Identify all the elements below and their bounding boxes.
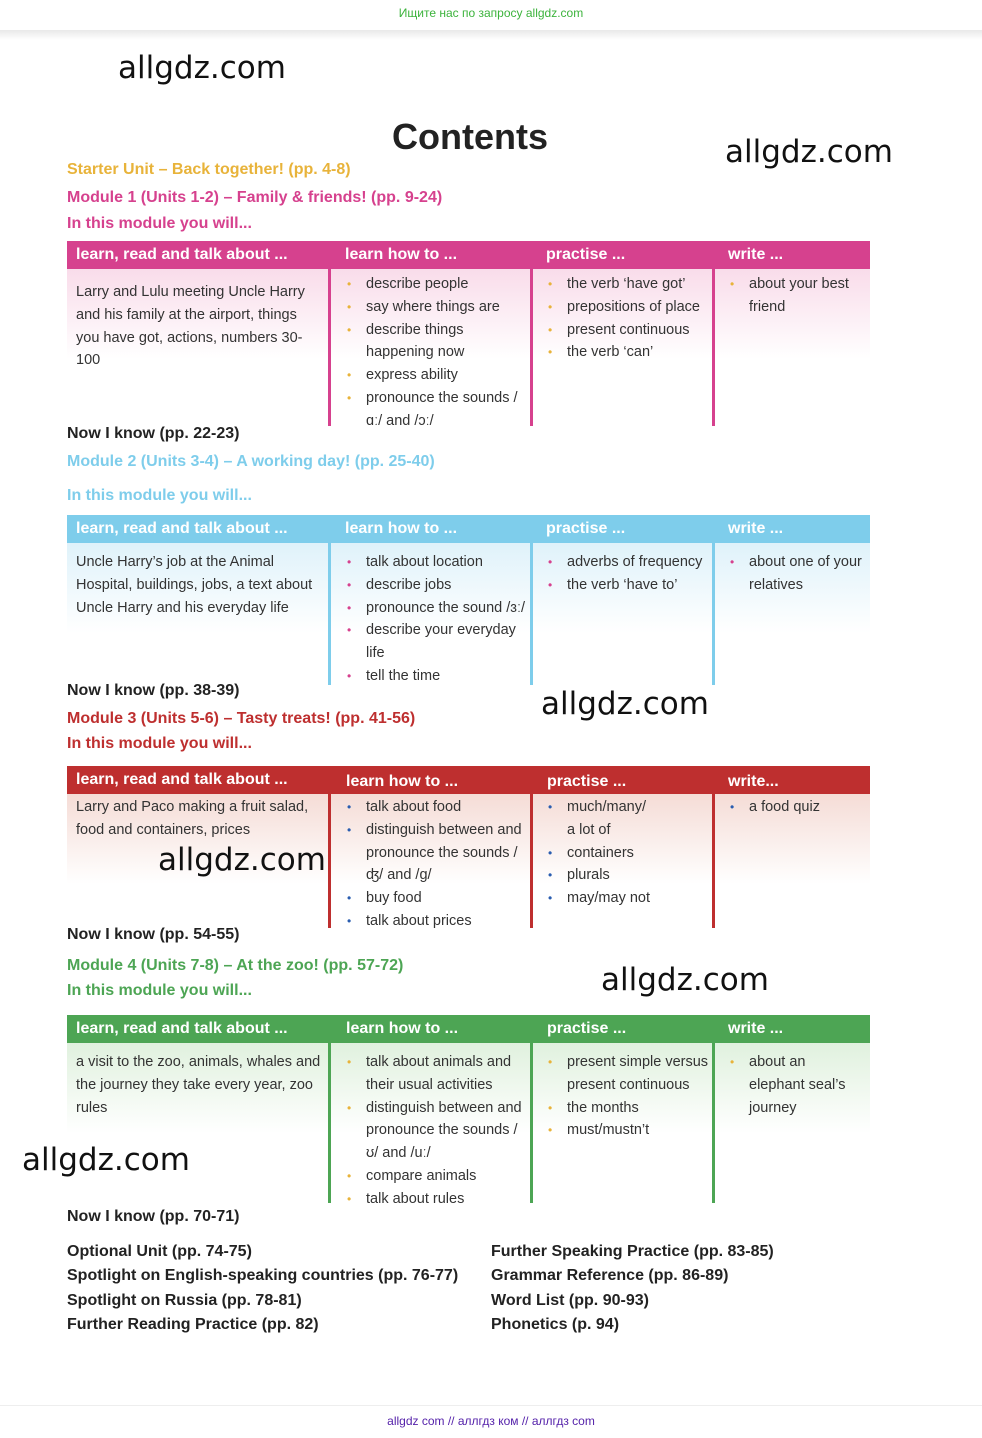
module-3-heading: Module 3 (Units 5-6) – Tasty treats! (pp. 41-56) <box>67 710 416 727</box>
header-how: learn how to ... <box>346 773 459 790</box>
list-item: • describe things happening now <box>346 319 526 365</box>
header-write: write ... <box>728 1020 784 1037</box>
column-divider <box>530 269 533 426</box>
list-item: • the verb ‘have got’ <box>547 273 709 296</box>
header-how: learn how to ... <box>345 520 458 537</box>
watermark: allgdz.com <box>725 134 893 170</box>
footer-links[interactable]: allgdz com // аллгдз ком // аллгдз com <box>387 1414 595 1428</box>
list-item: • talk about animals and their usual activities <box>346 1051 526 1097</box>
watermark: allgdz.com <box>541 686 709 722</box>
extras-left-list <box>67 1240 458 1337</box>
header-how: learn how to ... <box>346 1020 459 1037</box>
column-divider <box>712 1043 715 1203</box>
learn-cell: a visit to the zoo, animals, whales and the journey they take every year, zoo rules <box>76 1054 321 1116</box>
learn-cell: Uncle Harry’s job at the Animal Hospital, buildings, jobs, a text about Uncle Harry and his everyday life <box>76 554 313 616</box>
list-item: • talk about rules <box>346 1188 526 1211</box>
header-write: write... <box>728 773 779 790</box>
column-divider <box>328 1043 331 1203</box>
list-item: • a food quiz <box>729 796 864 819</box>
list-item: Phonetics (p. 94) <box>491 1315 620 1333</box>
page-title: Contents <box>392 116 548 157</box>
write-cell <box>729 273 864 319</box>
list-item: • express ability <box>346 364 526 387</box>
starter-unit-heading: Starter Unit – Back together! (pp. 4-8) <box>67 161 351 178</box>
list-item: • distinguish between and pronounce the sounds /ʊ/ and /uː/ <box>346 1097 526 1165</box>
write-cell <box>729 1051 849 1119</box>
list-item: • about one of your relatives <box>729 551 864 597</box>
list-item: • talk about food <box>346 796 526 819</box>
column-divider <box>530 1043 533 1203</box>
watermark: allgdz.com <box>118 50 286 86</box>
table-header <box>67 241 870 269</box>
module-4-subheading: In this module you will... <box>67 982 252 999</box>
column-divider <box>328 543 331 685</box>
list-item: Spotlight on Russia (pp. 78-81) <box>67 1291 302 1309</box>
table-header <box>67 1015 870 1043</box>
module-1-table <box>67 241 870 429</box>
learn-cell: Larry and Lulu meeting Uncle Harry and his family at the airport, things you have got, actions, numbers 30-100 <box>76 284 305 369</box>
list-item: • prepositions of place <box>547 296 709 319</box>
list-item: Word List (pp. 90-93) <box>491 1291 649 1309</box>
list-item: • talk about prices <box>346 910 526 933</box>
column-divider <box>712 794 715 928</box>
header-write: write ... <box>728 246 784 263</box>
column-divider <box>712 543 715 685</box>
list-item: • may/may not <box>547 887 709 910</box>
learn-cell: Larry and Paco making a fruit salad, food and containers, prices <box>76 799 309 838</box>
practise-cell <box>547 1051 709 1142</box>
module-1-now-i-know: Now I know (pp. 22-23) <box>67 425 240 442</box>
list-item: • adverbs of frequency <box>547 551 709 574</box>
practise-cell <box>547 796 709 910</box>
column-divider <box>530 543 533 685</box>
header-learn: learn, read and talk about ... <box>76 771 288 788</box>
header-write: write ... <box>728 520 784 537</box>
list-item: • the verb ‘have to’ <box>547 574 709 597</box>
module-4-heading: Module 4 (Units 7-8) – At the zoo! (pp. 57-72) <box>67 957 404 974</box>
list-item: • must/mustn’t <box>547 1119 709 1142</box>
list-item: Grammar Reference (pp. 86-89) <box>491 1267 729 1285</box>
module-3-now-i-know: Now I know (pp. 54-55) <box>67 926 240 943</box>
table-header <box>67 766 870 794</box>
how-cell <box>346 551 526 688</box>
module-2-heading: Module 2 (Units 3-4) – A working day! (pp. 25-40) <box>67 453 435 470</box>
how-cell <box>346 273 526 433</box>
practise-cell <box>547 273 709 364</box>
list-item: • the months <box>547 1097 709 1120</box>
column-divider <box>712 269 715 426</box>
list-item: • present simple versus present continuous <box>547 1051 709 1097</box>
header-practise: practise ... <box>547 773 627 790</box>
page-shadow <box>0 30 982 40</box>
watermark: allgdz.com <box>22 1142 190 1178</box>
top-banner[interactable]: Ищите нас по запросу allgdz.com <box>398 6 584 20</box>
module-1-heading: Module 1 (Units 1-2) – Family & friends! (pp. 9-24) <box>67 189 443 206</box>
module-1-subheading: In this module you will... <box>67 215 252 232</box>
header-learn: learn, read and talk about ... <box>76 246 288 263</box>
list-item: • distinguish between and pronounce the sounds /ʤ/ and /g/ <box>346 819 526 887</box>
list-item: • about an elephant seal’s journey <box>729 1051 849 1119</box>
column-divider <box>328 269 331 426</box>
write-cell <box>729 796 864 819</box>
how-cell <box>346 1051 526 1211</box>
list-item: • describe your everyday life <box>346 619 526 665</box>
module-2-subheading: In this module you will... <box>67 487 252 504</box>
list-item: • say where things are <box>346 296 526 319</box>
list-item: • compare animals <box>346 1165 526 1188</box>
list-item: • about your best friend <box>729 273 864 319</box>
extras-right-list <box>491 1240 774 1337</box>
header-practise: practise ... <box>547 1020 627 1037</box>
how-cell <box>346 796 526 933</box>
list-item: • pronounce the sound /ɜː/ <box>346 597 526 620</box>
list-item: Further Speaking Practice (pp. 83-85) <box>491 1243 774 1260</box>
list-item: • describe people <box>346 273 526 296</box>
list-item: • buy food <box>346 887 526 910</box>
list-item: • tell the time <box>346 665 526 688</box>
header-learn: learn, read and talk about ... <box>76 1020 288 1037</box>
list-item: Optional Unit (pp. 74-75) <box>67 1243 252 1260</box>
list-item: • pronounce the sounds /ɑː/ and /ɔː/ <box>346 387 526 433</box>
list-item: • plurals <box>547 864 709 887</box>
practise-cell <box>547 551 709 597</box>
list-item: • talk about location <box>346 551 526 574</box>
list-item: Spotlight on English-speaking countries (pp. 76-77) <box>67 1267 459 1285</box>
list-item: • much/many/ a lot of <box>547 796 657 842</box>
header-practise: practise ... <box>546 520 626 537</box>
column-divider <box>328 794 331 928</box>
module-2-table <box>67 515 870 687</box>
header-practise: practise ... <box>546 246 626 263</box>
watermark: allgdz.com <box>158 842 326 878</box>
module-2-now-i-know: Now I know (pp. 38-39) <box>67 682 240 699</box>
list-item: • containers <box>547 842 709 865</box>
header-how: learn how to ... <box>345 246 458 263</box>
module-3-subheading: In this module you will... <box>67 735 252 752</box>
watermark: allgdz.com <box>601 962 769 998</box>
column-divider <box>530 794 533 928</box>
list-item: • the verb ‘can’ <box>547 341 709 364</box>
header-learn: learn, read and talk about ... <box>76 520 288 537</box>
list-item: Further Reading Practice (pp. 82) <box>67 1315 319 1333</box>
table-header <box>67 515 870 543</box>
module-4-now-i-know: Now I know (pp. 70-71) <box>67 1208 240 1225</box>
list-item: • describe jobs <box>346 574 526 597</box>
write-cell <box>729 551 864 597</box>
list-item: • present continuous <box>547 319 709 342</box>
